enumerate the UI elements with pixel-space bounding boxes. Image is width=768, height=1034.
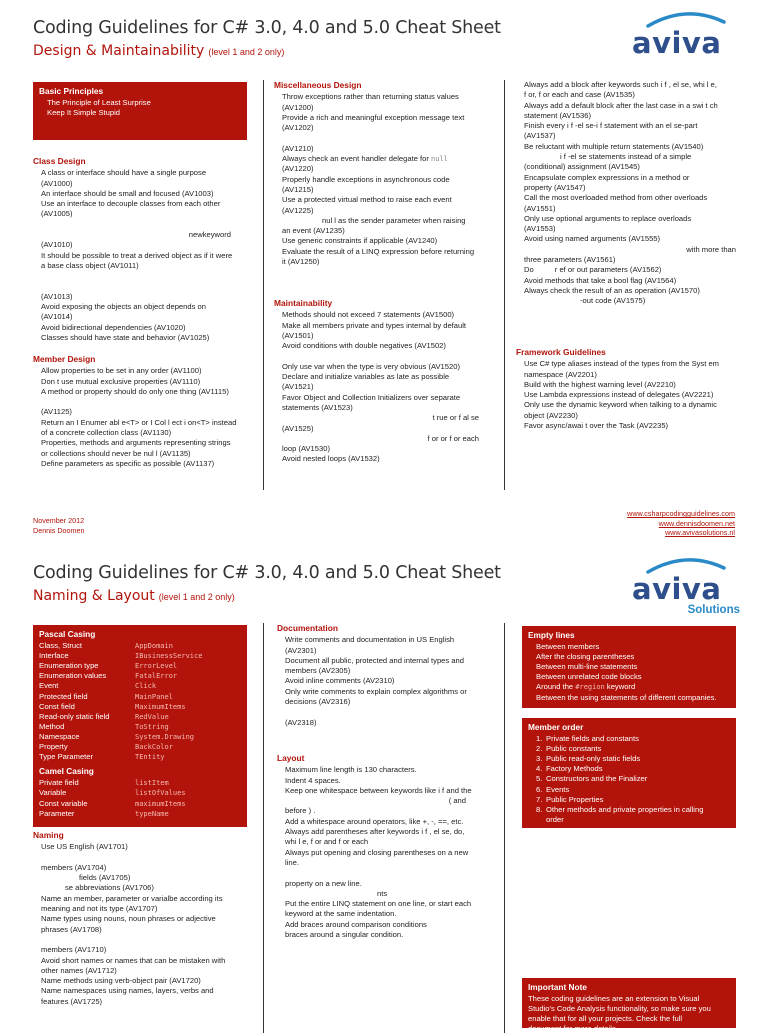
guideline-line: Define parameters as specific as possible (AV1137) (41, 458, 215, 468)
guideline-line: loop (AV1530) (282, 444, 330, 454)
member-order-item (536, 774, 730, 784)
guideline-line: Name an member, parameter or varialbe according its (41, 893, 223, 903)
casing-example: Click (135, 682, 157, 691)
guideline-line: Use US English (AV1701) (41, 842, 128, 852)
guideline-line: whi l e, f or and f or each (285, 837, 369, 847)
casing-example: BackColor (135, 743, 173, 752)
guideline-line: with more than (686, 244, 736, 254)
member-order-item (536, 764, 730, 774)
guideline-line: Only write comments to explain complex algorithms or (285, 686, 467, 696)
casing-identifier-type: Const variable (39, 798, 88, 808)
guideline-line: nul l as the sender parameter when raising (322, 215, 466, 225)
guideline-line: Properties, methods and arguments representing strings (41, 438, 231, 448)
guideline-line: Indent 4 spaces. (285, 775, 341, 785)
guideline-line: Avoid short names or names that can be mistaken with (41, 955, 226, 965)
guideline-line: A method or property should do only one thing (AV1115) (41, 386, 229, 396)
sheet-naming-layout (0, 548, 768, 1034)
casing-identifier-type: Method (39, 721, 65, 731)
blank-line (33, 282, 251, 292)
important-heading: Important Note (528, 982, 587, 992)
member-order-item (536, 795, 730, 805)
page-title: Coding Guidelines for C# 3.0, 4.0 and 5.0 Cheat Sheet (33, 563, 501, 583)
aviva-logo (632, 556, 742, 614)
logo-brand: aviva (632, 572, 722, 606)
guideline-line: (AV1220) (282, 164, 314, 174)
casing-example: IBusinessService (135, 652, 203, 661)
casing-example: maximumItems (135, 799, 186, 808)
member-design-section (33, 354, 251, 469)
casing-row (39, 712, 241, 722)
region-keyword: #region (575, 683, 605, 692)
subtitle-note: (level 1 and 2 only) (208, 47, 285, 57)
guideline-line: Only use the dynamic keyword when talking to a dynamic (524, 400, 717, 410)
guideline-line: Always add a block after keywords such i f , el se, whi l e, (524, 80, 717, 89)
guideline-line: Classes should have state and behavior (AV1025) (41, 333, 210, 343)
casing-row (39, 722, 241, 732)
documentation-section (277, 623, 502, 728)
page-title: Coding Guidelines for C# 3.0, 4.0 and 5.0 Cheat Sheet (33, 18, 501, 38)
guideline-line: newkeyword (188, 230, 231, 240)
footer-links (627, 509, 735, 538)
member-order-item (536, 815, 730, 825)
guideline-line: -out code (AV1575) (580, 296, 646, 306)
guideline-line: An interface should be small and focused (AV1003) (41, 188, 214, 198)
guideline-line: members (AV2305) (285, 666, 351, 676)
casing-row (39, 799, 241, 809)
guideline-line: Build with the highest warning level (AV2210) (524, 379, 676, 389)
guideline-line: Name methods using verb-object pair (AV1720) (41, 976, 201, 986)
framework-guidelines-section (516, 347, 756, 431)
guideline-line: ( and (448, 796, 466, 806)
casing-example: typeName (135, 809, 169, 818)
member-order-item (536, 805, 730, 815)
blank-line (33, 271, 251, 281)
guideline-line: Provide a rich and meaningful exception message text (282, 112, 465, 122)
footer-date: November 2012 (33, 516, 85, 525)
guideline-line: (AV1200) (282, 102, 314, 112)
casing-row (39, 732, 241, 742)
guideline-line: Use a protected virtual method to raise each event (282, 195, 452, 205)
empty-lines-box (522, 626, 736, 708)
casing-row (39, 692, 241, 702)
guideline-line: Favor Object and Collection Initializers over separate (282, 392, 461, 402)
column-divider (263, 623, 264, 1033)
maintainability-continued (516, 80, 756, 307)
guideline-line: Avoid conditions with double negatives (AV1502) (282, 341, 446, 351)
page-subtitle (33, 588, 235, 604)
class-design-heading: Class Design (33, 156, 86, 166)
guideline-line: three parameters (AV1561) (524, 255, 616, 265)
guideline-line: (AV1202) (282, 123, 314, 133)
guideline-line: (AV2318) (285, 717, 317, 727)
guideline-line: keyword at the same indentation. (285, 909, 397, 919)
guideline-line: (AV1537) (524, 131, 556, 141)
guideline-line: nts (377, 888, 388, 898)
guideline-line: property on a new line. (285, 878, 362, 888)
guideline-line: Always add a default block after the last case in a swi t ch (524, 100, 718, 110)
guideline-line: fields (AV1705) (79, 873, 131, 883)
guideline-line: Only use optional arguments to replace overloads (524, 213, 692, 223)
footer-credits (33, 516, 85, 535)
guideline-line: Make all members private and types internal by default (282, 320, 467, 330)
guideline-line: Avoid inline comments (AV2310) (285, 676, 395, 686)
casing-identifier-type: Enumeration values (39, 671, 107, 681)
casing-row (39, 671, 241, 681)
casing-row (39, 702, 241, 712)
guideline-line: a base class object (AV1011) (41, 260, 139, 270)
guideline-line: Don t use mutual exclusive properties (AV1110) (41, 376, 201, 386)
member-order-text: order (546, 814, 564, 824)
casing-row (39, 809, 241, 819)
guideline-line: i f -el se statements instead of a simple (560, 152, 692, 162)
casing-identifier-type: Class, Struct (39, 641, 83, 651)
guideline-line: members (AV1710) (41, 945, 107, 955)
framework-heading: Framework Guidelines (516, 347, 606, 357)
guideline-line: It should be possible to treat a derived object as if it were (41, 250, 233, 260)
member-order-number: 5. (536, 774, 543, 784)
guideline-line: namespace (AV2201) (524, 369, 597, 379)
blank-line (277, 868, 502, 878)
member-order-item (536, 744, 730, 754)
guideline-line: Declare and initialize variables as late as possible (282, 372, 450, 382)
member-order-number (536, 815, 546, 825)
guideline-line: Avoid methods that take a bool flag (AV1564) (524, 275, 677, 285)
guideline-line: Throw exceptions rather than returning status values (282, 92, 459, 102)
class-design-section (33, 156, 251, 343)
guideline-line: before ) . (285, 806, 316, 816)
member-order-box (522, 718, 736, 828)
blank-line (274, 133, 499, 143)
guideline-line: (AV1521) (282, 382, 314, 392)
casing-row (39, 788, 241, 798)
guideline-line: Be reluctant with multiple return statements (AV1540) (524, 141, 704, 151)
logo-solutions: Solutions (687, 604, 740, 616)
blank-line (33, 397, 251, 407)
guideline-line: Use C# type aliases instead of the types from the Syst em (524, 359, 719, 369)
guideline-line: Avoid nested loops (AV1532) (282, 454, 380, 464)
logo-brand: aviva (632, 26, 722, 60)
aviva-logo (632, 10, 742, 68)
blank-line (274, 351, 499, 361)
member-order-number: 8. (536, 804, 543, 814)
guideline-line: Do r ef or out parameters (AV1562) (524, 265, 662, 275)
guideline-line: an event (AV1235) (282, 226, 345, 236)
guideline-line: other names (AV1712) (41, 965, 117, 975)
empty-lines-heading: Empty lines (528, 630, 575, 640)
link-dennisdoomen[interactable]: www.dennisdoomen.net (658, 518, 735, 528)
important-note-box (522, 978, 736, 1034)
documentation-heading: Documentation (277, 623, 338, 633)
note-line: document for more details. (528, 1024, 618, 1034)
guideline-line: (AV1553) (524, 224, 556, 234)
guideline-line: Write comments and documentation in US English (285, 635, 455, 645)
guideline-line: Use generic constraints if applicable (AV1240) (282, 236, 438, 246)
guideline-line: Document all public, protected and internal types and (285, 655, 464, 665)
casing-identifier-type: Namespace (39, 731, 80, 741)
principle-item: Keep It Simple Stupid (47, 108, 121, 118)
column-divider (504, 623, 505, 1033)
guideline-line: (AV1014) (41, 312, 73, 322)
casing-row (39, 778, 241, 788)
empty-line-item: After the closing parentheses (536, 652, 635, 662)
guideline-line: members (AV1704) (41, 862, 107, 872)
casing-row (39, 681, 241, 691)
camel-table (39, 778, 241, 818)
member-order-number: 2. (536, 744, 543, 754)
guideline-line: Favor async/awai t over the Task (AV2235) (524, 421, 669, 431)
misc-design-section (274, 80, 499, 267)
guideline-line: object (AV2230) (524, 410, 578, 420)
guideline-line: A class or interface should have a single purpose (41, 168, 207, 178)
subtitle-text: Design & Maintainability (33, 43, 205, 59)
guideline-line: statements (AV1523) (282, 402, 353, 412)
casing-example: listOfValues (135, 789, 186, 798)
guideline-line: (AV2301) (285, 645, 317, 655)
member-order-item (536, 785, 730, 795)
null-keyword: null (431, 155, 448, 164)
guideline-line: phrases (AV1708) (41, 924, 102, 934)
pascal-table (39, 641, 241, 762)
casing-example: AppDomain (135, 642, 173, 651)
member-order-text: Public read-only static fields (546, 754, 641, 764)
camel-heading: Camel Casing (39, 766, 94, 777)
casing-identifier-type: Type Parameter (39, 752, 94, 762)
guideline-line: Use an interface to decouple classes from each other (41, 199, 221, 209)
maintainability-section (274, 298, 499, 465)
guideline-text: Always check an event handler delegate for (282, 154, 432, 164)
guideline-line: Add a whitespace around operators, like +, -, ==, etc. (285, 816, 464, 826)
guideline-line: Always check the result of an as operation (AV1570) (524, 285, 700, 295)
layout-heading: Layout (277, 753, 305, 763)
layout-section (277, 753, 502, 940)
maintainability-heading: Maintainability (274, 298, 333, 308)
note-line: These coding guidelines are an extension to Visual (528, 994, 700, 1004)
guideline-line: (AV1215) (282, 184, 314, 194)
member-order-text: Other methods and private properties in calling (546, 804, 704, 814)
guideline-line: Return an I Enumer abl e<T> or I Col l ect i on<T> instead (41, 417, 237, 427)
casing-identifier-type: Parameter (39, 808, 75, 818)
guideline-line: (AV1010) (41, 240, 73, 250)
blank-line (33, 853, 251, 863)
casing-row (39, 661, 241, 671)
guideline-line: Put the entire LINQ statement on one line, or start each (285, 899, 472, 909)
guideline-line: Name namespaces using names, layers, verbs and (41, 986, 214, 996)
subtitle-text: Naming & Layout (33, 588, 155, 604)
casing-example: ToString (135, 722, 169, 731)
guideline-line: (AV1005) (41, 209, 73, 219)
member-order-number: 3. (536, 754, 543, 764)
guideline-line: Call the most overloaded method from other overloads (524, 193, 708, 203)
member-order-text: Public Properties (546, 794, 604, 804)
guideline-line: Avoid bidirectional dependencies (AV1020) (41, 322, 186, 332)
guideline-line (274, 154, 499, 164)
guideline-line: Maximum line length is 130 characters. (285, 765, 417, 775)
empty-line-item: Between the using statements of different companies. (536, 692, 717, 702)
guideline-line: (AV1501) (282, 330, 314, 340)
guideline-line: Always put opening and closing parentheses on a new (285, 847, 469, 857)
casing-example: ErrorLevel (135, 662, 178, 671)
guideline-line: features (AV1725) (41, 996, 103, 1006)
casing-identifier-type: Property (39, 742, 68, 752)
member-order-text: Private fields and constants (546, 734, 639, 744)
casing-example: RedValue (135, 712, 169, 721)
guideline-line: (AV1000) (41, 178, 73, 188)
column-divider (504, 80, 505, 490)
guideline-line: (AV1125) (41, 407, 72, 417)
member-order-text: Factory Methods (546, 764, 603, 774)
note-line: enable that for all your projects. Check the full (528, 1014, 683, 1024)
member-order-item (536, 754, 730, 764)
member-order-number: 6. (536, 784, 543, 794)
link-avivasolutions[interactable]: www.avivasolutions.nl (665, 528, 735, 537)
casing-identifier-type: Enumeration type (39, 661, 99, 671)
empty-line-item: Between multi-line statements (536, 662, 638, 672)
empty-line-item: Between unrelated code blocks (536, 672, 642, 682)
casing-example: System.Drawing (135, 732, 195, 741)
guideline-line: Only use var when the type is very obvious (AV1520) (282, 361, 460, 371)
page-subtitle (33, 43, 284, 59)
guideline-line: (AV1013) (41, 291, 73, 301)
member-order-text: Public constants (546, 744, 602, 754)
casing-identifier-type: Event (39, 681, 59, 691)
guideline-line: (AV1525) (282, 423, 314, 433)
casing-example: TEntity (135, 753, 165, 762)
member-design-heading: Member Design (33, 354, 96, 364)
casing-identifier-type: Protected field (39, 691, 88, 701)
casing-row (39, 641, 241, 651)
guideline-line: decisions (AV2316) (285, 697, 351, 707)
member-order-text: Events (546, 784, 570, 794)
guideline-line: f or or f or each (427, 433, 479, 443)
guideline-line: Keep one whitespace between keywords like i f and the (285, 785, 472, 795)
guideline-line: it (AV1250) (282, 257, 320, 267)
guideline-line: Always add parentheses after keywords i f , el se, do, (285, 827, 465, 837)
guideline-line: Add braces around comparison conditions (285, 919, 427, 929)
member-order-heading: Member order (528, 722, 584, 732)
guideline-line: Methods should not exceed 7 statements (AV1500) (282, 310, 455, 320)
guideline-line: property (AV1547) (524, 182, 586, 192)
guideline-line: Allow properties to be set in any order (AV1100) (41, 366, 202, 376)
region-suffix: keyword (604, 682, 636, 692)
guideline-line: or collections should never be nul l (AV1135) (41, 448, 191, 458)
casing-example: MainPanel (135, 692, 173, 701)
guideline-line: Use Lambda expressions instead of delegates (AV2221) (524, 390, 714, 400)
guideline-line: Avoid exposing the objects an object depends on (41, 302, 206, 312)
misc-design-heading: Miscellaneous Design (274, 80, 362, 90)
member-order-item (536, 734, 730, 744)
guideline-line: f or, f or each and case (AV1535) (524, 90, 635, 100)
guideline-line: (conditional) assignment (AV1545) (524, 162, 640, 172)
guideline-line: (AV1225) (282, 205, 314, 215)
empty-line-item (528, 682, 730, 692)
naming-heading: Naming (33, 830, 64, 840)
guideline-line: t rue or f al se (432, 413, 479, 423)
member-order-text: Constructors and the Finalizer (546, 774, 648, 784)
casing-example: MaximumItems (135, 702, 186, 711)
casing-identifier-type: Variable (39, 788, 67, 798)
casing-identifier-type: Interface (39, 651, 69, 661)
casing-identifier-type: Private field (39, 778, 79, 788)
guideline-line: Name types using nouns, noun phrases or adjective (41, 914, 216, 924)
pascal-heading: Pascal Casing (39, 629, 96, 639)
member-order-number: 7. (536, 794, 543, 804)
casing-row (39, 752, 241, 762)
guideline-line: Finish every i f -el se-i f statement with an el se-part (524, 121, 698, 131)
footer-author: Dennis Doomen (33, 525, 85, 535)
member-order-number: 1. (536, 734, 543, 744)
guideline-line: of a concrete collection class (AV1130) (41, 428, 172, 438)
guideline-line: Properly handle exceptions in asynchronous code (282, 174, 450, 184)
casing-identifier-type: Const field (39, 701, 75, 711)
blank-line (33, 220, 251, 230)
guideline-line: braces around a singular condition. (285, 930, 404, 940)
subtitle-note: (level 1 and 2 only) (158, 592, 235, 602)
note-line: Studio's Code Analysis functionality, so make sure you (528, 1004, 711, 1014)
principle-item: The Principle of Least Surprise (47, 98, 151, 108)
guideline-line: statement (AV1536) (524, 110, 591, 120)
casing-example: FatalError (135, 672, 178, 681)
link-csharpcodingguidelines[interactable]: www.csharpcodingguidelines.com (627, 509, 735, 518)
guideline-line: line. (285, 857, 299, 867)
blank-line (277, 707, 502, 717)
empty-line-item: Between members (536, 642, 600, 652)
guideline-line: (AV1210) (282, 143, 314, 153)
guideline-line: Evaluate the result of a LINQ expression before returning (282, 246, 475, 256)
blank-line (33, 935, 251, 945)
casing-example: listItem (135, 779, 169, 788)
guideline-line: Encapsulate complex expressions in a method or (524, 172, 690, 182)
member-order-list (528, 734, 730, 825)
casing-box (33, 625, 247, 827)
basic-principles-heading: Basic Principles (39, 86, 104, 96)
member-order-number: 4. (536, 764, 543, 774)
casing-identifier-type: Read-only static field (39, 711, 110, 721)
guideline-line: (AV1551) (524, 203, 556, 213)
guideline-line: meaning and not its type (AV1707) (41, 904, 158, 914)
column-divider (263, 80, 264, 490)
guideline-line: Avoid using named arguments (AV1555) (524, 234, 661, 244)
casing-row (39, 651, 241, 661)
basic-principles-box (33, 82, 247, 140)
region-prefix: Around the (536, 682, 576, 692)
naming-section (33, 830, 251, 1007)
guideline-line: se abbreviations (AV1706) (65, 883, 154, 893)
casing-row (39, 742, 241, 752)
